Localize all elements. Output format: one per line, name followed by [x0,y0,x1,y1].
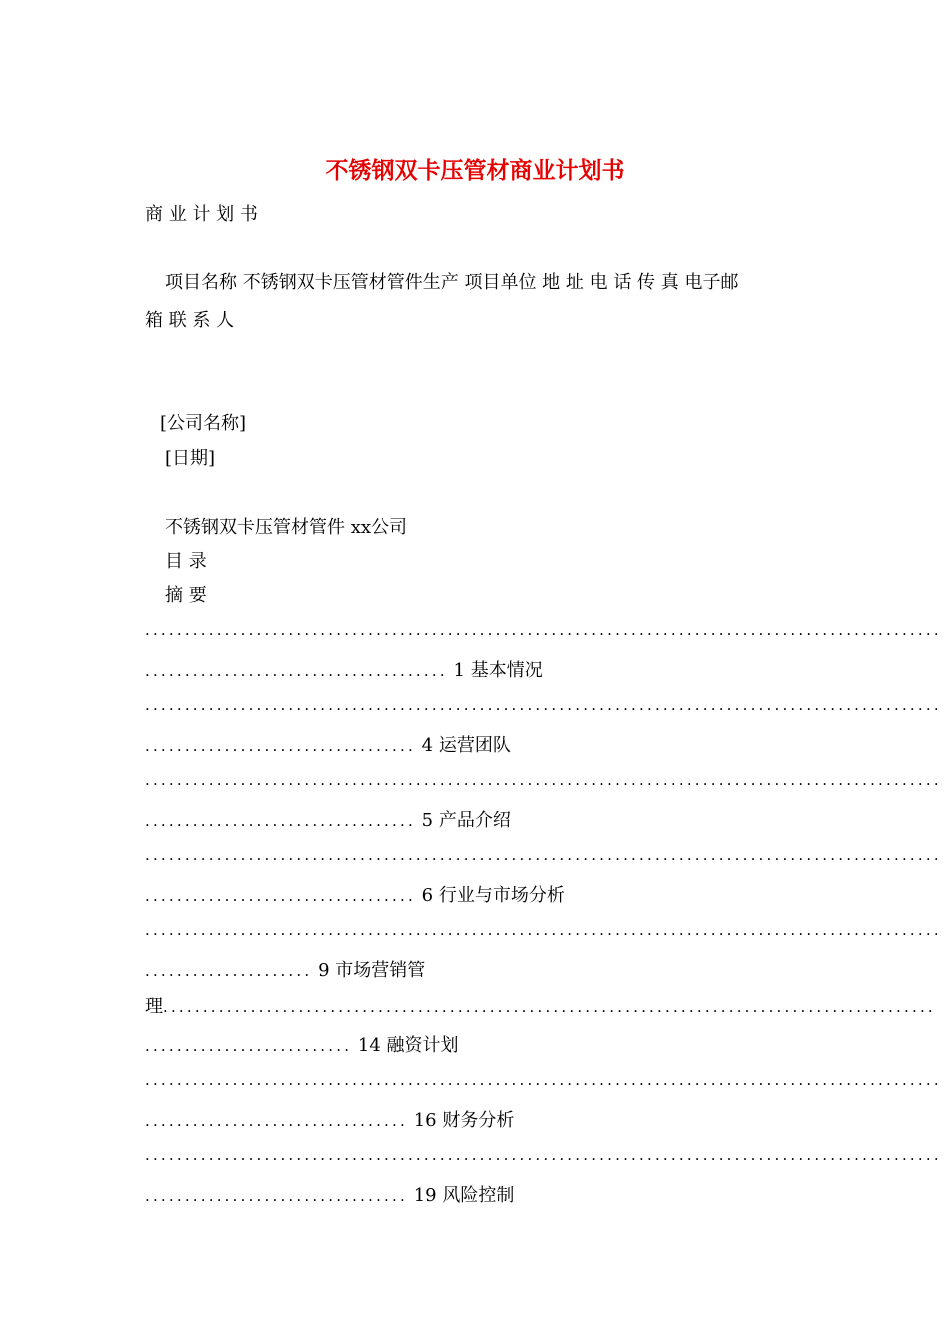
toc-leader: .......................... [145,1037,353,1055]
toc-entry[interactable] [145,806,511,832]
toc-leader: .................................................................................................... [145,846,942,864]
toc-leader-row [145,992,936,1018]
document-title: 不锈钢双卡压管材商业计划书 [325,157,625,184]
toc-entry-label: 4 运营团队 [421,735,511,756]
toc-leader: .................................. [145,812,416,830]
toc-entry-label: 14 融资计划 [357,1035,459,1056]
toc-leader: ..................... [145,962,313,980]
project-info-line-1: 项目名称 不锈钢双卡压管材管件生产 项目单位 地 址 电 话 传 真 电子邮 [165,272,739,293]
company-name: 不锈钢双卡压管材管件 xx公司 [165,517,408,538]
toc-entry-label: 9 市场营销管 [318,960,426,981]
toc-leader: .................................................................................................... [145,696,942,714]
toc-leader: ................................. [145,1187,408,1205]
toc-leader: .................................. [145,887,416,905]
toc-entry[interactable] [145,656,543,682]
project-info-line-2: 箱 联 系 人 [145,310,235,331]
toc-leader: .................................................................................................... [145,771,942,789]
toc-entry-label: 16 财务分析 [413,1110,515,1131]
toc-leader: .................................................................................................... [145,921,942,939]
toc-entry[interactable] [145,956,425,982]
subtitle: 商 业 计 划 书 [145,204,258,225]
toc-summary: 摘 要 [165,585,207,606]
toc-leader: ................................................................................................. [163,998,936,1016]
toc-leader: .................................................................................................... [145,1071,942,1089]
company-placeholder: [公司名称] [160,413,247,434]
toc-leader: ...................................... [145,662,448,680]
toc-entry[interactable] [145,1181,514,1207]
toc-entry-prefix: 理 [145,996,163,1017]
toc-entry[interactable] [145,881,565,907]
toc-leader: .................................................................................................... [145,621,942,639]
toc-entry[interactable] [145,1031,459,1057]
toc-entry-label: 1 基本情况 [453,660,543,681]
toc-entry[interactable] [145,1106,514,1132]
toc-leader: .................................................................................................... [145,1146,942,1164]
toc-leader: .................................. [145,737,416,755]
toc-entry-label: 6 行业与市场分析 [421,885,565,906]
toc-entry[interactable] [145,731,511,757]
toc-heading: 目 录 [165,551,207,572]
date-placeholder: [日期] [165,448,216,469]
toc-entry-label: 19 风险控制 [413,1185,515,1206]
toc-leader: ................................. [145,1112,408,1130]
toc-entry-label: 5 产品介绍 [421,810,511,831]
